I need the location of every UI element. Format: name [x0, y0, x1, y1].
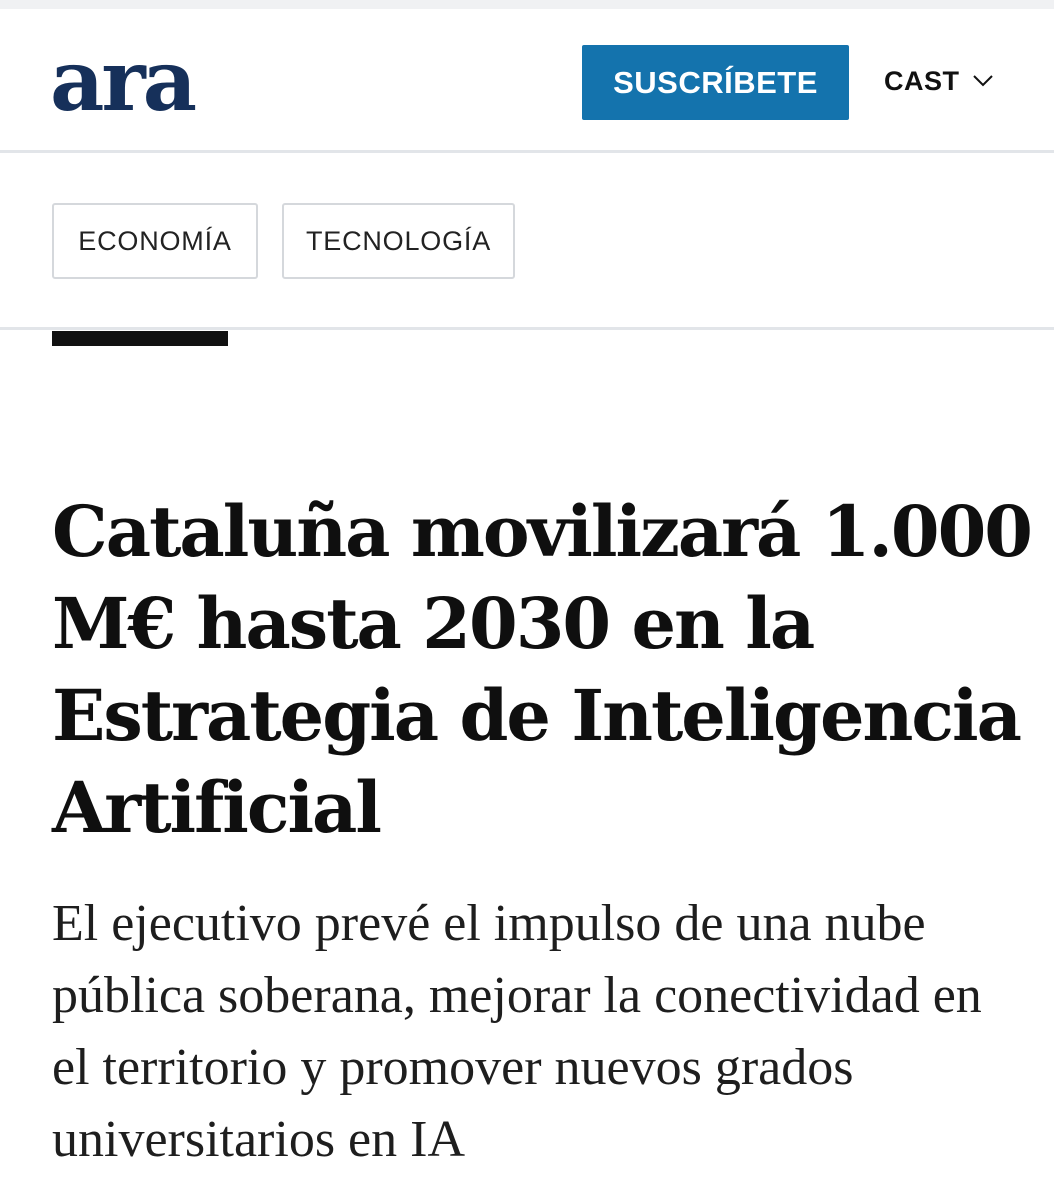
site-header	[0, 9, 1054, 153]
tag-tecnologia[interactable]: TECNOLOGÍA	[282, 203, 515, 279]
language-selector[interactable]	[884, 59, 994, 103]
language-label: CAST	[884, 65, 960, 96]
ara-logo[interactable]: ara	[50, 31, 195, 130]
tag-economia[interactable]: ECONOMÍA	[52, 203, 258, 279]
article-headline: Cataluña movilizará 1.000 M€ hasta 2030 en la Estrategia de Inteligencia Artificial	[52, 490, 1031, 849]
tags-bar	[0, 153, 1054, 330]
article-subtitle: El ejecutivo prevé el impulso de una nube pública soberana, mejorar la conectividad en el territorio y promover nuevos grados universitarios en IA	[52, 895, 982, 1168]
top-status-strip	[0, 0, 1054, 9]
section-accent-bar	[52, 331, 228, 346]
subscribe-button[interactable]: SUSCRÍBETE	[582, 45, 849, 120]
chevron-down-icon	[972, 74, 994, 88]
